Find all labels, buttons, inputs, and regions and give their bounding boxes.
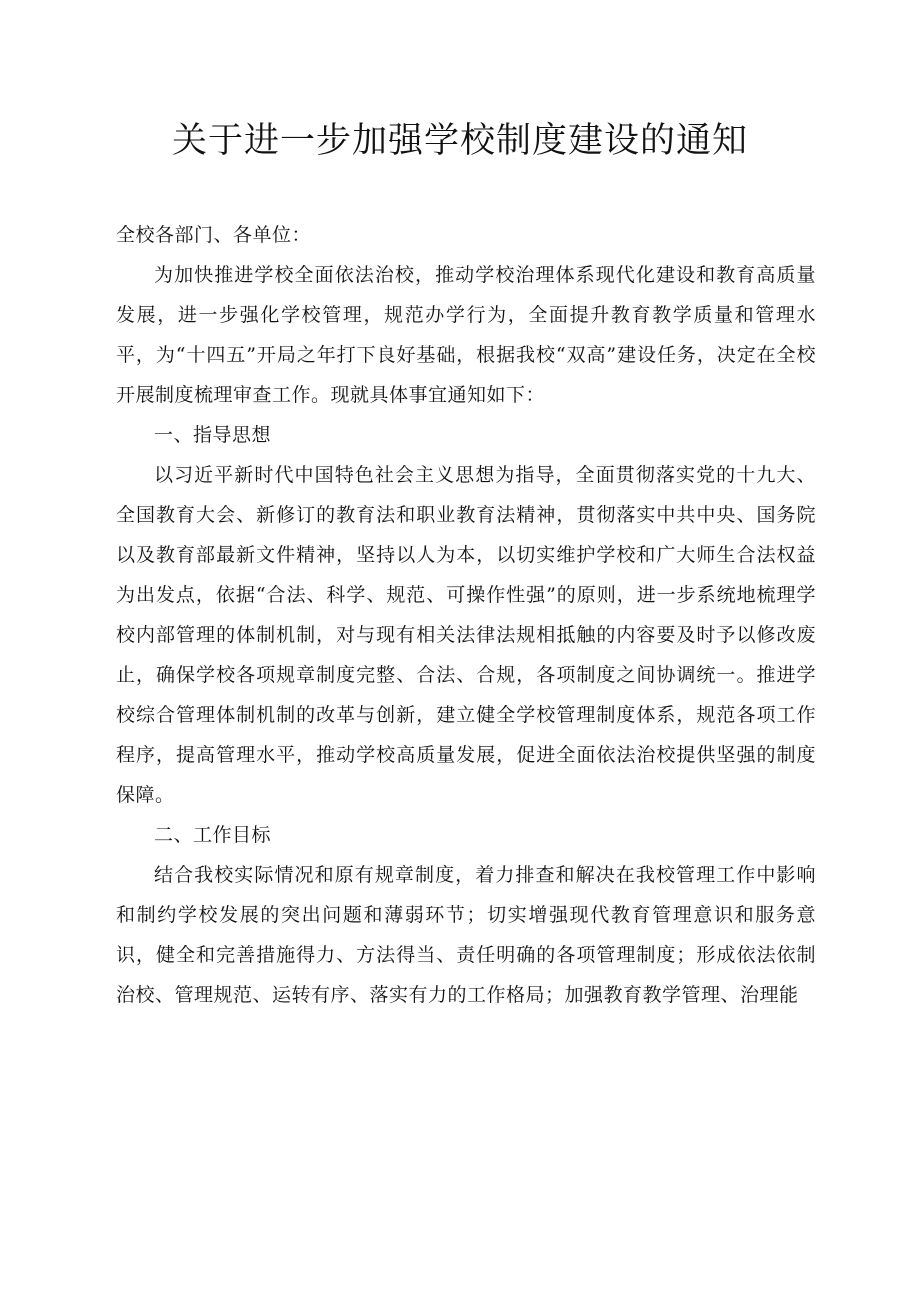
document-body <box>116 215 816 1015</box>
intro-paragraph: 为加快推进学校全面依法治校，推动学校治理体系现代化建设和教育高质量发展，进一步强化学校管理，规范办学行为，全面提升教育教学质量和管理水平，为“十四五”开局之年打下良好基础，根据我校“双高”建设任务，决定在全校开展制度梳理审查工作。现就具体事宜通知如下： <box>116 264 816 406</box>
section-heading-guiding-ideology: 一、指导思想 <box>154 424 272 446</box>
section-heading-work-goals: 二、工作目标 <box>154 824 272 846</box>
document-title: 关于进一步加强学校制度建设的通知 <box>171 121 748 161</box>
section-paragraph-guiding-ideology: 以习近平新时代中国特色社会主义思想为指导，全面贯彻落实党的十九大、全国教育大会、新修订的教育法和职业教育法精神，贯彻落实中共中央、国务院以及教育部最新文件精神，坚持以人为本，以切实维护学校和广大师生合法权益为出发点，依据“合法、科学、规范、可操作性强”的原则，进一步系统地梳理学校内部管理的体制机制，对与现有相关法律法规相抵触的内容要及时予以修改废止，确保学校各项规章制度完整、合法、合规，各项制度之间协调统一。推进学校综合管理体制机制的改革与创新，建立健全学校管理制度体系，规范各项工作程序，提高管理水平，推动学校高质量发展，促进全面依法治校提供坚强的制度保障。 <box>116 464 816 806</box>
section-paragraph-work-goals: 结合我校实际情况和原有规章制度，着力排查和解决在我校管理工作中影响和制约学校发展的突出问题和薄弱环节；切实增强现代教育管理意识和服务意识，健全和完善措施得力、方法得当、责任明确的各项管理制度；形成依法依制治校、管理规范、运转有序、落实有力的工作格局；加强教育教学管理、治理能 <box>116 864 816 1006</box>
salutation: 全校各部门、各单位： <box>116 224 312 246</box>
